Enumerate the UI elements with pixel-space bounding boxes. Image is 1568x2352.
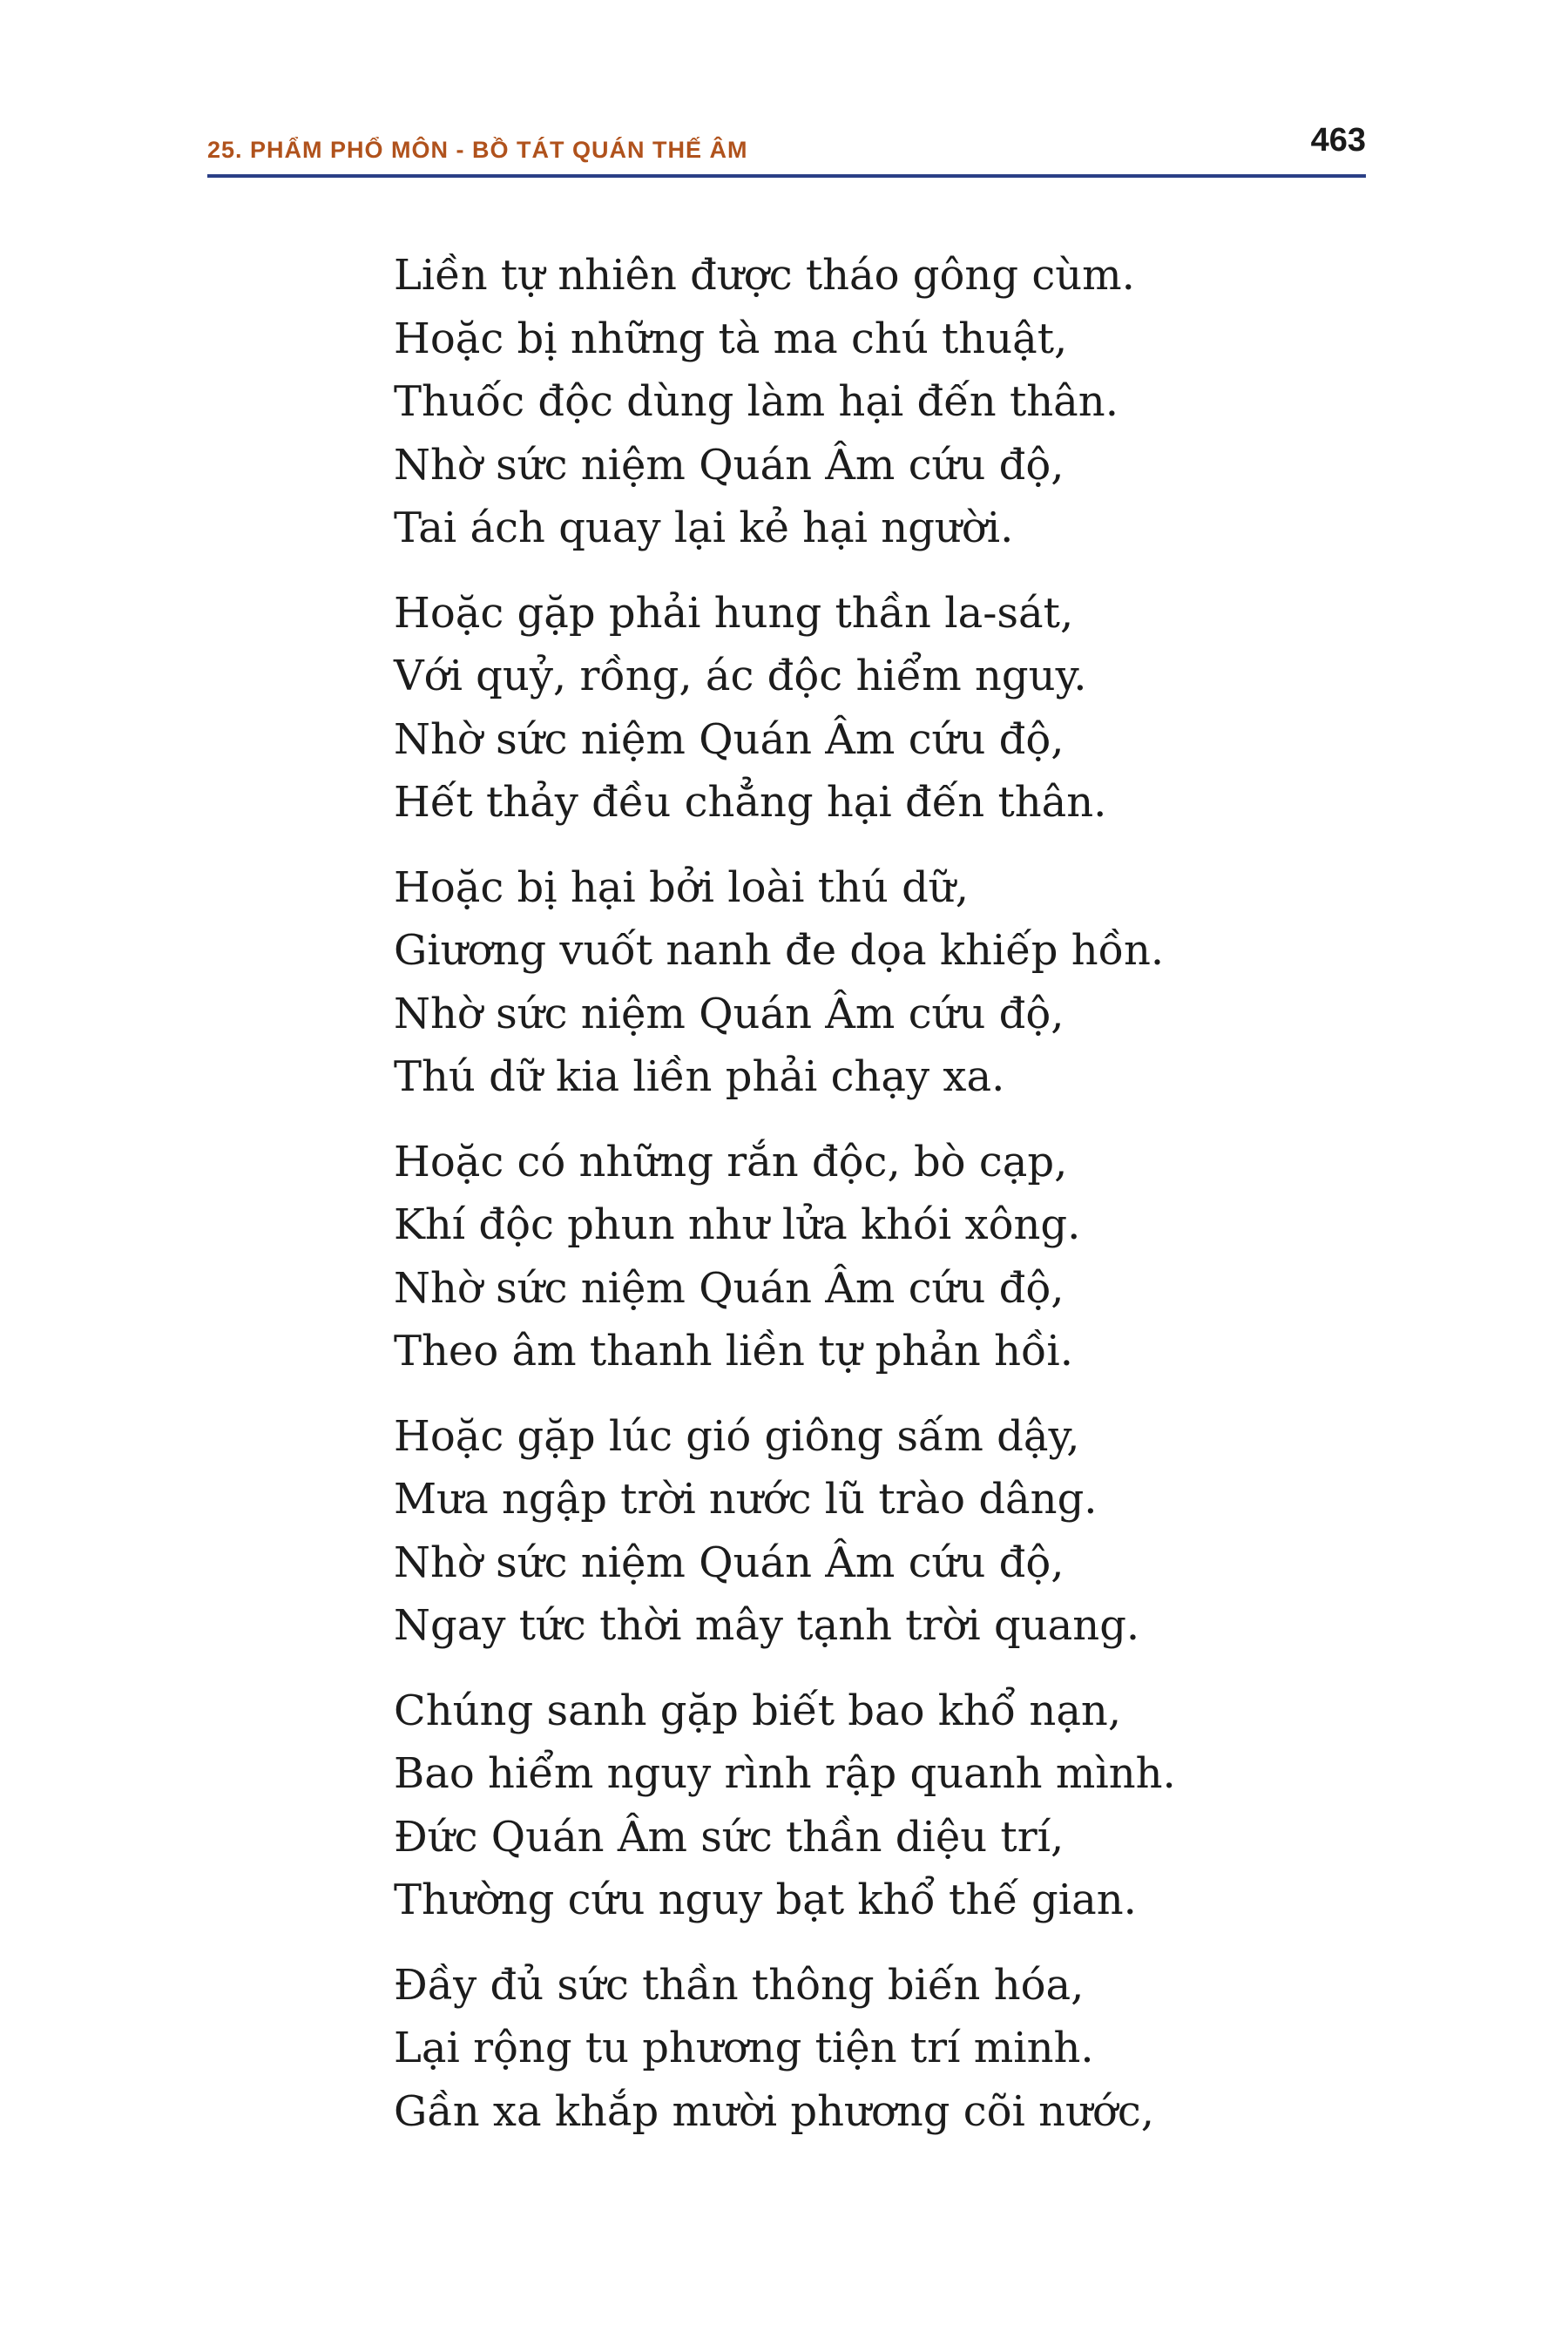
verse-line: Nhờ sức niệm Quán Âm cứu độ, [394, 714, 1064, 764]
verse-line: Theo âm thanh liền tự phản hồi. [394, 1327, 1073, 1375]
verse-line: Mưa ngập trời nước lũ trào dâng. [394, 1475, 1098, 1524]
header-rule [207, 174, 1366, 178]
verse-line: Lại rộng tu phương tiện trí minh. [394, 2024, 1094, 2072]
verse-line: Hoặc gặp phải hung thần la-sát, [394, 588, 1074, 638]
verse-line: Liền tự nhiên được tháo gông cùm. [394, 251, 1135, 300]
verse-line: Giương vuốt nanh đe dọa khiếp hồn. [394, 926, 1165, 975]
verse-line: Hoặc gặp lúc gió giông sấm dậy, [394, 1411, 1080, 1461]
verse-line: Khí độc phun như lửa khói xông. [394, 1200, 1081, 1249]
verse-line: Đầy đủ sức thần thông biến hóa, [394, 1960, 1085, 2010]
verse-line: Nhờ sức niệm Quán Âm cứu độ, [394, 1263, 1064, 1313]
verse-line: Ngay tức thời mây tạnh trời quang. [394, 1601, 1140, 1650]
verse-line: Tai ách quay lại kẻ hại người. [394, 504, 1014, 552]
stanza [394, 856, 1396, 1109]
verse-line: Đức Quán Âm sức thần diệu trí, [394, 1812, 1064, 1862]
verse-line: Thú dữ kia liền phải chạy xa. [394, 1052, 1005, 1101]
stanza [394, 1405, 1396, 1658]
stanza [394, 1680, 1396, 1932]
verse-line: Nhờ sức niệm Quán Âm cứu độ, [394, 989, 1064, 1038]
stanza [394, 244, 1396, 560]
page-header [207, 122, 1366, 185]
stanza [394, 1131, 1396, 1383]
verse-line: Nhờ sức niệm Quán Âm cứu độ, [394, 1538, 1064, 1587]
verse-line: Hoặc bị những tà ma chú thuật, [394, 314, 1068, 363]
verse-line: Gần xa khắp mười phương cõi nước, [394, 2086, 1155, 2136]
verse-line: Hết thảy đều chẳng hại đến thân. [394, 778, 1107, 827]
verse-line: Với quỷ, rồng, ác độc hiểm nguy. [394, 652, 1087, 700]
verse-line: Hoặc có những rắn độc, bò cạp, [394, 1137, 1068, 1186]
verse-line: Nhờ sức niệm Quán Âm cứu độ, [394, 440, 1064, 490]
verse-line: Thuốc độc dùng làm hại đến thân. [394, 377, 1119, 426]
poem-body [394, 244, 1396, 2165]
verse-line: Hoặc bị hại bởi loài thú dữ, [394, 862, 969, 912]
running-head: 25. PHẨM PHỔ MÔN - BỒ TÁT QUÁN THẾ ÂM [207, 137, 748, 163]
verse-line: Thường cứu nguy bạt khổ thế gian. [394, 1876, 1137, 1924]
verse-line: Chúng sanh gặp biết bao khổ nạn, [394, 1686, 1122, 1735]
stanza [394, 1954, 1396, 2144]
page-number: 463 [1310, 122, 1366, 159]
stanza [394, 582, 1396, 835]
verse-line: Bao hiểm nguy rình rập quanh mình. [394, 1749, 1176, 1798]
